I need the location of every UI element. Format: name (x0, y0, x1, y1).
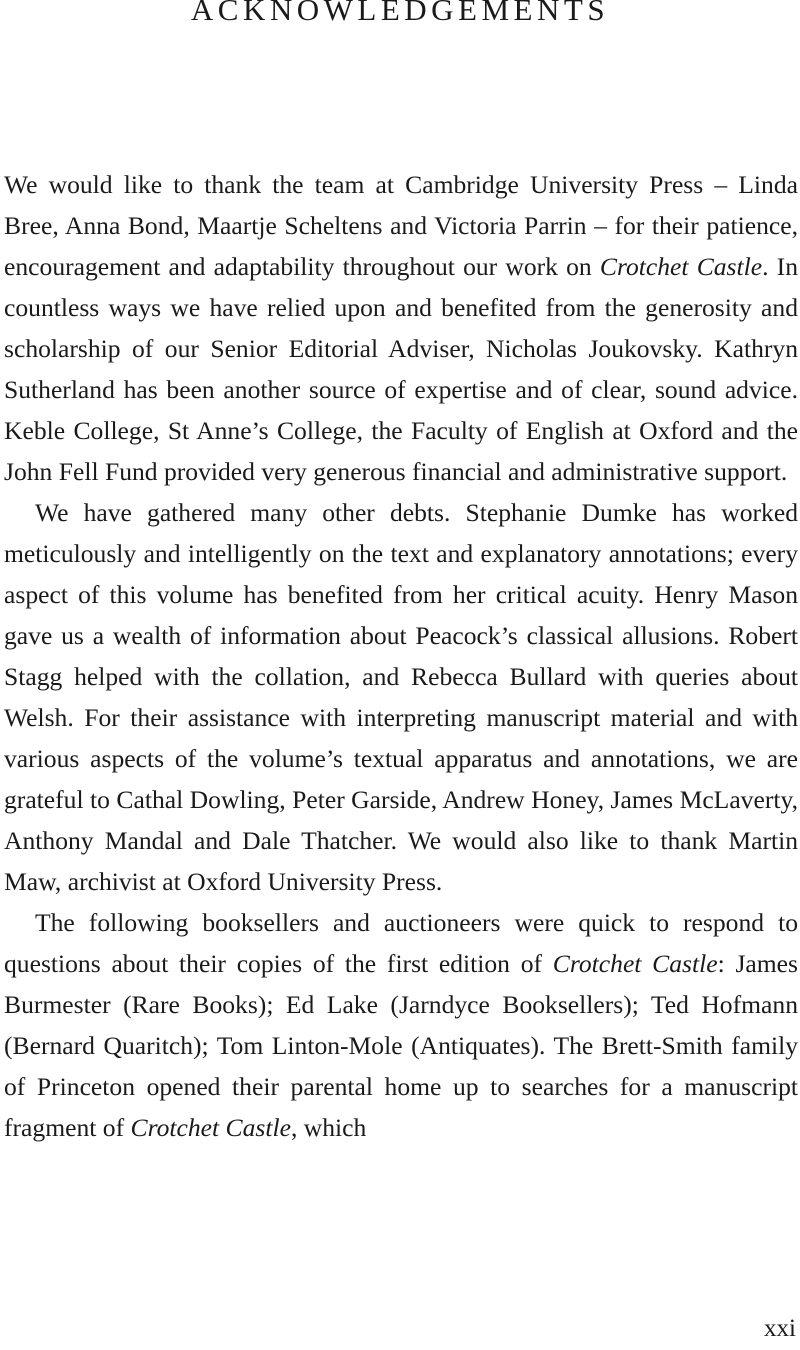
paragraph-3-run-3: : James Burmester (Rare Books); Ed Lake (Jarndyce Booksellers); Ted Hofmann (Bernard Quaritch); Tom Linton-Mole (Antiquates). The Brett-Smith family of Princeton opened their parental home up to searches for a manuscript fragment of (4, 949, 798, 1142)
paragraph-2-run-1: We have gathered many other debts. Stephanie Dumke has worked meticulously and intelligently on the text and explanatory annotations; every aspect of this volume has benefited from her critical acuity. Henry Mason gave us a wealth of information about Peacock’s classical allusions. Robert Stagg helped with the collation, and Rebecca Bullard with queries about Welsh. For their assistance with interpreting manuscript material and with various aspects of the volume’s textual apparatus and annotations, we are grateful to Cathal Dowling, Peter Garside, Andrew Honey, James McLaverty, Anthony Mandal and Dale Thatcher. We would also like to thank Martin Maw, archivist at Oxford University Press. (4, 498, 798, 896)
paragraph-1-title-italic: Crotchet Castle (599, 252, 763, 281)
body-text (4, 164, 798, 1148)
paragraph-3-title-italic-2: Crotchet Castle (130, 1113, 291, 1142)
paragraph-3-title-italic-1: Crotchet Castle (552, 949, 718, 978)
page-heading: ACKNOWLEDGEMENTS (190, 0, 610, 27)
paragraph-1-run-1: We would like to thank the team at Cambridge University Press – Linda Bree, Anna Bond, Maartje Scheltens and Victoria Parrin – for their patience, encouragement and adaptability throughout our work on (4, 170, 798, 281)
paragraph-3-run-1: The following booksellers and auctioneers were quick to respond to questions about their copies of the first edition of (4, 908, 798, 978)
paragraph-1 (4, 164, 798, 492)
page-number: xxi (764, 1315, 796, 1342)
paragraph-1-run-3: . In countless ways we have relied upon and benefited from the generosity and scholarship of our Senior Editorial Adviser, Nicholas Joukovsky. Kathryn Sutherland has been another source of expertise and of clear, sound advice. Keble College, St Anne’s College, the Faculty of English at Oxford and the John Fell Fund provided very generous financial and administrative support. (4, 252, 798, 486)
paragraph-3-run-5: , which (290, 1113, 367, 1142)
paragraph-2 (4, 492, 798, 902)
paragraph-3 (4, 902, 798, 1148)
